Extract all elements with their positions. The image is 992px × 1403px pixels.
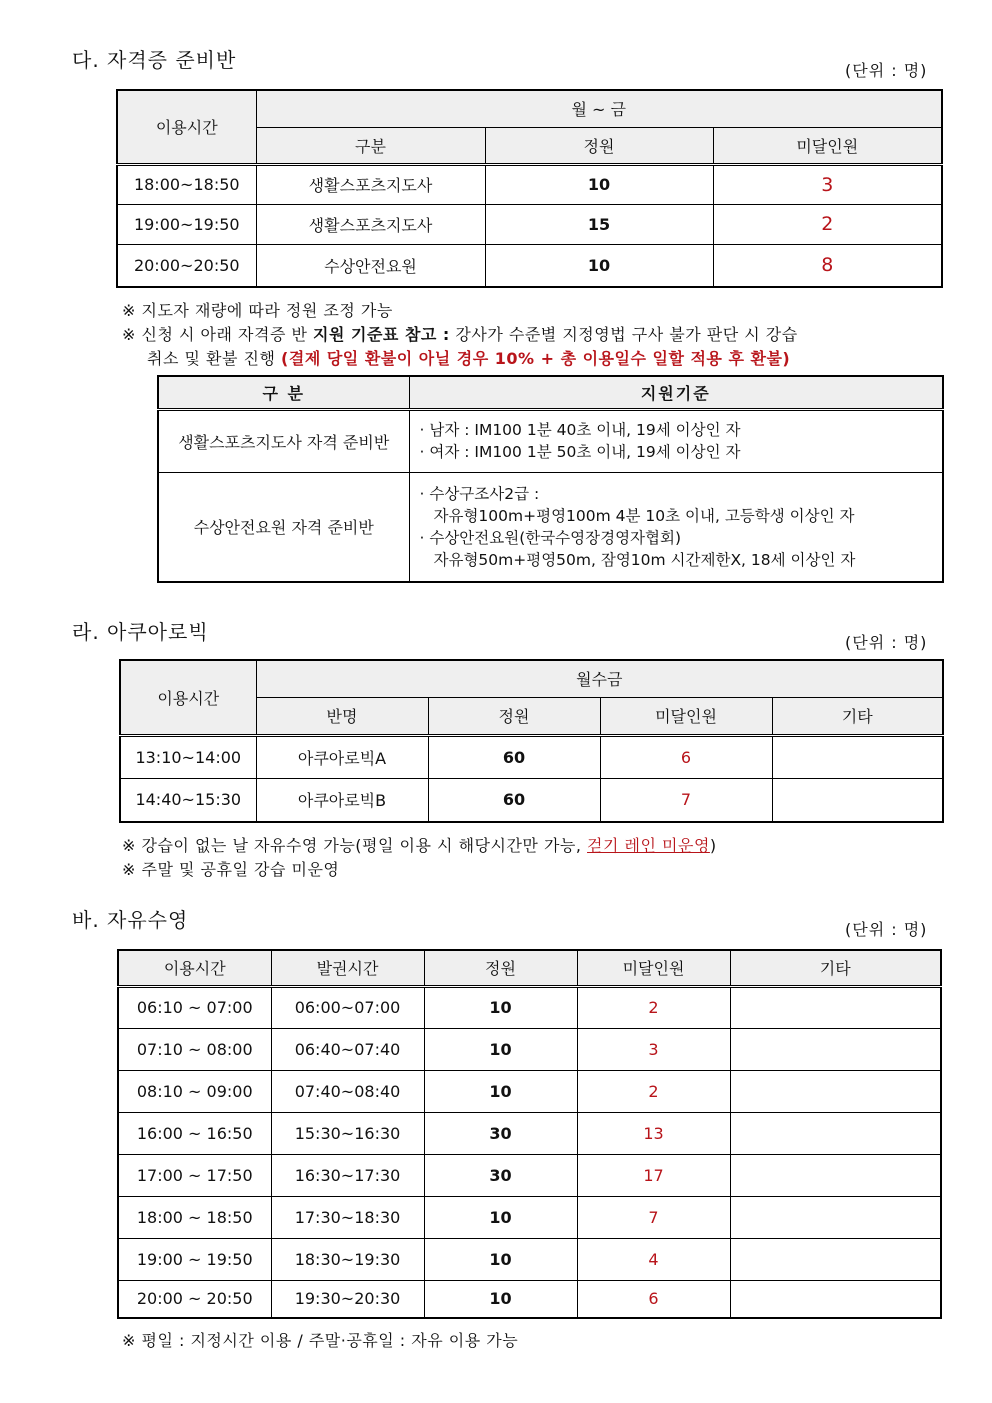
shortfall-cell: 2: [577, 986, 730, 1028]
header-etc: 기타: [730, 950, 941, 986]
etc-cell: [730, 1112, 941, 1154]
capacity-cell: 10: [485, 164, 713, 204]
header-days: 월수금: [256, 660, 943, 697]
ticket-time-cell: 17:30~18:30: [271, 1196, 424, 1238]
note-walking-lane: 걷기 레인 미운영: [587, 836, 710, 855]
table-row: [118, 1196, 941, 1238]
note-free-swim-end: ): [709, 836, 717, 855]
time-cell: 06:10 ~ 07:00: [118, 986, 271, 1028]
note-weekend: ※ 주말 및 공휴일 강습 미운영: [122, 860, 340, 879]
shortfall-cell: 3: [577, 1028, 730, 1070]
criteria-detail: [409, 472, 943, 582]
criteria-header-standard: 지원기준: [409, 376, 943, 409]
criteria-line: 자유형100m+평영100m 4분 10초 이내, 고등학생 이상인 자: [433, 506, 855, 525]
note-criteria: [122, 322, 798, 345]
shortfall-cell: 13: [577, 1112, 730, 1154]
ticket-time-cell: 19:30~20:30: [271, 1280, 424, 1318]
header-capacity: 정원: [428, 697, 600, 735]
time-cell: 17:00 ~ 17:50: [118, 1154, 271, 1196]
criteria-table: [157, 375, 944, 583]
etc-cell: [730, 1028, 941, 1070]
etc-cell: [730, 1070, 941, 1112]
criteria-detail: [409, 409, 943, 472]
time-cell: 19:00 ~ 19:50: [118, 1238, 271, 1280]
note-criteria-rest: 강사가 수준별 지정영법 구사 불가 판단 시 강습: [449, 325, 798, 344]
note-criteria-bold: 지원 기준표 참고 :: [313, 325, 450, 344]
ticket-time-cell: 15:30~16:30: [271, 1112, 424, 1154]
criteria-header-class: 구 분: [158, 376, 409, 409]
note-refund-policy: (결제 당일 환불이 아닐 경우 10% + 총 이용일수 일할 적용 후 환불): [281, 349, 791, 368]
header-time: 이용시간: [120, 660, 256, 735]
criteria-line: · 여자 : IM100 1분 50초 이내, 19세 이상인 자: [419, 443, 741, 461]
etc-cell: [730, 986, 941, 1028]
capacity-cell: 10: [424, 1280, 577, 1318]
shortfall-cell: 2: [577, 1070, 730, 1112]
note-free-swim: [122, 833, 717, 856]
table-row: [118, 1238, 941, 1280]
etc-cell: [730, 1154, 941, 1196]
time-cell: 20:00 ~ 20:50: [118, 1280, 271, 1318]
header-class-name: 반명: [256, 697, 428, 735]
criteria-label: 생활스포츠지도사 자격 준비반: [158, 409, 409, 472]
capacity-cell: 10: [424, 1028, 577, 1070]
note-refund: [147, 346, 790, 369]
etc-cell: [772, 735, 943, 778]
shortfall-cell: 8: [713, 244, 942, 287]
time-cell: 18:00~18:50: [117, 164, 256, 204]
capacity-cell: 30: [424, 1154, 577, 1196]
etc-cell: [730, 1238, 941, 1280]
capacity-cell: 15: [485, 204, 713, 244]
header-time: 이용시간: [117, 90, 256, 164]
note-free-swim-text: ※ 강습이 없는 날 자유수영 가능(평일 이용 시 해당시간만 가능,: [122, 836, 588, 855]
capacity-cell: 60: [428, 778, 600, 822]
etc-cell: [730, 1196, 941, 1238]
section-title-aquarobics: 라. 아쿠아로빅: [72, 620, 209, 644]
table-row: [117, 244, 942, 287]
criteria-row: [158, 472, 943, 582]
certificate-table: [116, 89, 943, 288]
capacity-cell: 10: [424, 1070, 577, 1112]
capacity-cell: 60: [428, 735, 600, 778]
header-capacity: 정원: [424, 950, 577, 986]
capacity-cell: 10: [424, 1238, 577, 1280]
time-cell: 08:10 ~ 09:00: [118, 1070, 271, 1112]
time-cell: 07:10 ~ 08:00: [118, 1028, 271, 1070]
note-usage: ※ 평일 : 지정시간 이용 / 주말·공휴일 : 자유 이용 가능: [122, 1331, 519, 1350]
table-row: [118, 1112, 941, 1154]
aquarobics-table: [119, 659, 944, 823]
criteria-line: 자유형50m+평영50m, 잠영10m 시간제한X, 18세 이상인 자: [433, 550, 856, 569]
shortfall-cell: 3: [713, 164, 942, 204]
criteria-line: · 수상안전요원(한국수영장경영자협회): [419, 528, 682, 547]
table-row: [118, 1028, 941, 1070]
note-instructor: ※ 지도자 재량에 따라 정원 조정 가능: [122, 301, 393, 320]
time-cell: 18:00 ~ 18:50: [118, 1196, 271, 1238]
table-row: [120, 735, 943, 778]
shortfall-cell: 4: [577, 1238, 730, 1280]
header-days: 월 ~ 금: [256, 90, 942, 127]
table-row: [120, 778, 943, 822]
criteria-line: · 남자 : IM100 1분 40초 이내, 19세 이상인 자: [419, 421, 741, 439]
note-criteria-text: ※ 신청 시 아래 자격증 반: [122, 325, 314, 344]
capacity-cell: 10: [424, 986, 577, 1028]
table-row: [118, 986, 941, 1028]
header-class: 구분: [256, 127, 485, 164]
capacity-cell: 10: [424, 1196, 577, 1238]
capacity-cell: 30: [424, 1112, 577, 1154]
table-row: [117, 204, 942, 244]
shortfall-cell: 6: [600, 735, 772, 778]
etc-cell: [730, 1280, 941, 1318]
criteria-line: · 수상구조사2급 :: [419, 484, 540, 503]
time-cell: 20:00~20:50: [117, 244, 256, 287]
header-time: 이용시간: [118, 950, 271, 986]
ticket-time-cell: 07:40~08:40: [271, 1070, 424, 1112]
shortfall-cell: 2: [713, 204, 942, 244]
class-cell: 수상안전요원: [256, 244, 485, 287]
capacity-cell: 10: [485, 244, 713, 287]
header-shortfall: 미달인원: [713, 127, 942, 164]
header-ticket-time: 발권시간: [271, 950, 424, 986]
header-capacity: 정원: [485, 127, 713, 164]
shortfall-cell: 6: [577, 1280, 730, 1318]
table-row: [117, 164, 942, 204]
unit-label: (단위 : 명): [845, 920, 928, 939]
shortfall-cell: 7: [577, 1196, 730, 1238]
time-cell: 16:00 ~ 16:50: [118, 1112, 271, 1154]
ticket-time-cell: 06:40~07:40: [271, 1028, 424, 1070]
etc-cell: [772, 778, 943, 822]
section-title-certificate: 다. 자격증 준비반: [72, 48, 237, 72]
time-cell: 14:40~15:30: [120, 778, 256, 822]
class-cell: 아쿠아로빅B: [256, 778, 428, 822]
class-cell: 생활스포츠지도사: [256, 204, 485, 244]
unit-label: (단위 : 명): [845, 61, 928, 80]
class-cell: 아쿠아로빅A: [256, 735, 428, 778]
time-cell: 13:10~14:00: [120, 735, 256, 778]
shortfall-cell: 17: [577, 1154, 730, 1196]
ticket-time-cell: 06:00~07:00: [271, 986, 424, 1028]
header-shortfall: 미달인원: [577, 950, 730, 986]
ticket-time-cell: 16:30~17:30: [271, 1154, 424, 1196]
note-refund-text: 취소 및 환불 진행: [147, 349, 282, 368]
shortfall-cell: 7: [600, 778, 772, 822]
table-row: [118, 1070, 941, 1112]
header-etc: 기타: [772, 697, 943, 735]
class-cell: 생활스포츠지도사: [256, 164, 485, 204]
table-row: [118, 1280, 941, 1318]
criteria-row: [158, 409, 943, 472]
time-cell: 19:00~19:50: [117, 204, 256, 244]
free-swim-table: [117, 949, 942, 1319]
table-row: [118, 1154, 941, 1196]
header-shortfall: 미달인원: [600, 697, 772, 735]
ticket-time-cell: 18:30~19:30: [271, 1238, 424, 1280]
criteria-label: 수상안전요원 자격 준비반: [158, 472, 409, 582]
section-title-free-swim: 바. 자유수영: [72, 908, 189, 932]
unit-label: (단위 : 명): [845, 633, 928, 652]
